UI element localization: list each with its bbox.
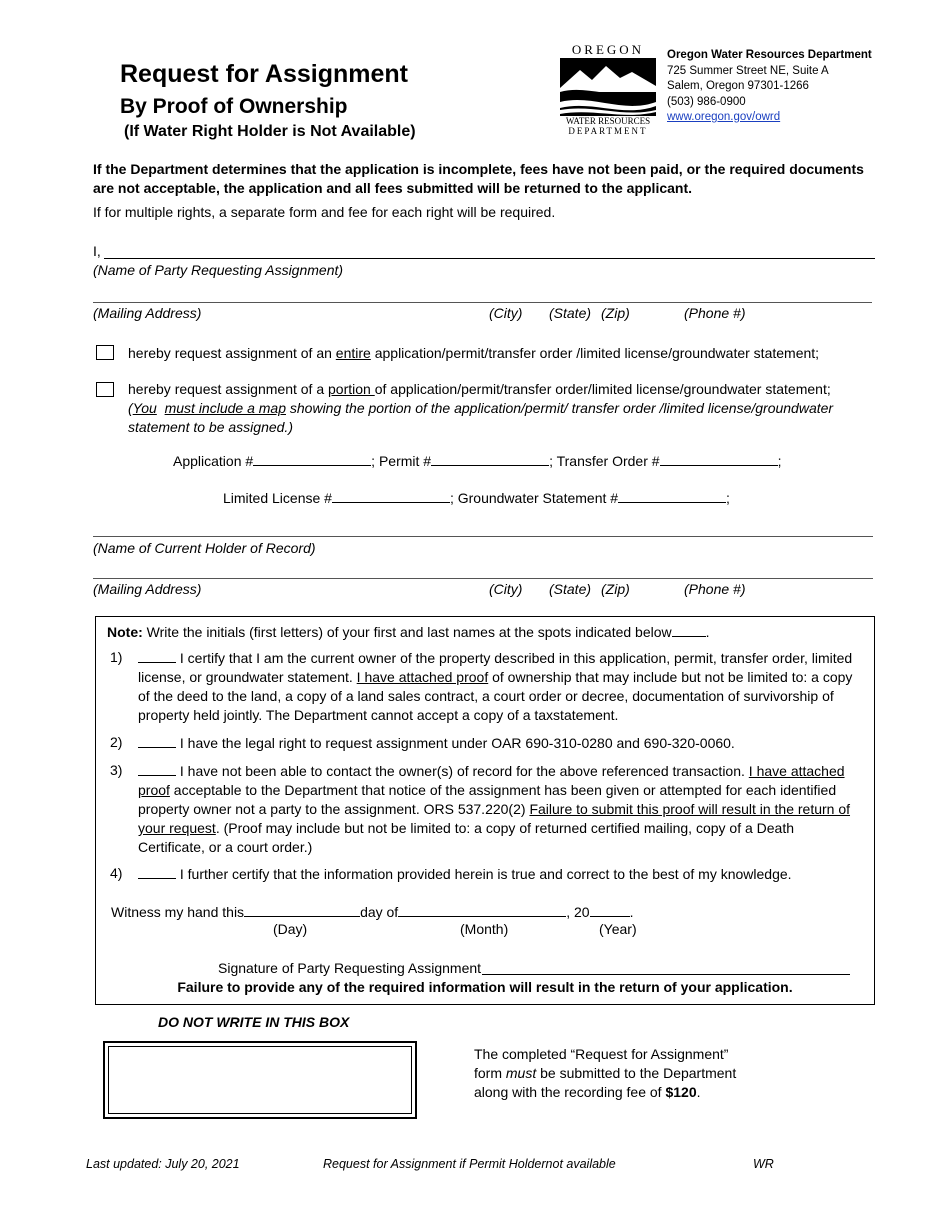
holder-address-field[interactable] [93, 578, 873, 579]
note-end: . [705, 624, 710, 640]
certification-box [95, 616, 875, 1005]
item-2-a: I have the legal right to request assignment under OAR 690-310-0280 and 690-320-0060. [176, 735, 735, 751]
item-4-number: 4) [110, 865, 123, 881]
day-label: (Day) [273, 921, 308, 937]
item-3-u2: Failure to submit this proof will result in the return of your request [138, 801, 851, 836]
party-name-label: (Name of Party Requesting Assignment) [93, 262, 344, 278]
year-label: (Year) [599, 921, 637, 937]
page-note: (If Water Right Holder is Not Available) [124, 123, 416, 140]
application-number-field[interactable] [253, 453, 371, 466]
item-1-u: I have attached proof [356, 669, 489, 685]
agency-address [667, 48, 872, 126]
portion-text-a: hereby request assignment of a [128, 381, 329, 397]
submit-line-1: The completed “Request for Assignment” [474, 1046, 729, 1062]
item-1-text [138, 649, 858, 725]
entire-text-u: entire [335, 345, 371, 361]
entire-text-a: hereby request assignment of an [128, 345, 336, 361]
holder-name-label: (Name of Current Holder of Record) [93, 540, 316, 556]
witness-day-field[interactable] [244, 904, 360, 917]
page-subtitle: By Proof of Ownership [120, 95, 348, 118]
agency-website-link[interactable]: www.oregon.gov/owrd [667, 111, 781, 123]
office-use-label: DO NOT WRITE IN THIS BOX [158, 1014, 350, 1030]
submit-b3: be submitted to the Department [536, 1065, 737, 1081]
note-text: Write the initials (first letters) of your first and last names at the spots indicated below [142, 624, 672, 640]
agency-street: 725 Summer Street NE, Suite A [667, 64, 829, 77]
groundwater-label: ; Groundwater Statement # [449, 490, 619, 506]
holder-city-label: (City) [489, 581, 523, 597]
limited-license-label: Limited License # [223, 490, 332, 506]
party-phone-label: (Phone #) [684, 305, 746, 321]
item-2-text [138, 734, 858, 753]
item-2-initials[interactable] [138, 735, 176, 748]
portion-text-u: portion [328, 381, 375, 397]
witness-end: . [629, 904, 634, 920]
item-3-text [138, 762, 858, 857]
portion-checkbox[interactable] [96, 382, 114, 397]
signature-field[interactable] [482, 974, 850, 975]
application-label: Application # [173, 453, 254, 469]
item-4-text [138, 865, 858, 884]
item-3-number: 3) [110, 762, 123, 778]
party-zip-label: (Zip) [601, 305, 630, 321]
witness-month-field[interactable] [398, 904, 566, 917]
failure-notice: Failure to provide any of the required information will result in the return of your application. [177, 979, 793, 995]
submit-b1: form [474, 1065, 506, 1081]
item-1-b: of ownership that may include but not be limited to: a copy of the deed to the land, a copy of a land sales contract, a court order or decree, documentation of survivorship of property held jointly. The Department cannot accept a copy of a taxstatement. [138, 669, 853, 723]
office-use-inner-box [108, 1046, 412, 1114]
month-label: (Month) [460, 921, 509, 937]
witness-year-field[interactable] [590, 904, 630, 917]
submission-instructions [474, 1045, 736, 1102]
footer-code: WR [753, 1157, 774, 1171]
holder-name-field[interactable] [93, 536, 873, 537]
item-3-b: acceptable to the Department that notice of the assignment has been given or attempted for each identified property owner not a party to the assignment. ORS 537.220(2) [138, 782, 837, 817]
item-2-number: 2) [110, 734, 123, 750]
numbers-row-1 [173, 453, 781, 469]
portion-note-rest: showing the portion of the application/permit/ transfer order /limited license/groundwater statement to be assigned.) [128, 400, 834, 435]
portion-note-map: must include a map [164, 400, 286, 416]
logo-bottom-text-1: WATER RESOURCES [565, 116, 651, 126]
agency-phone: (503) 986-0900 [667, 95, 746, 108]
item-1-a: I certify that I am the current owner of the property described in this application, permit, transfer order, limited license, or groundwater statement. [138, 650, 853, 685]
party-city-label: (City) [489, 305, 523, 321]
entire-checkbox[interactable] [96, 345, 114, 360]
item-3-initials[interactable] [138, 763, 176, 776]
holder-zip-label: (Zip) [601, 581, 630, 597]
mountain-icon [558, 58, 658, 118]
footer-updated: Last updated: July 20, 2021 [86, 1157, 240, 1171]
party-address-label: (Mailing Address) [93, 305, 202, 321]
footer-title: Request for Assignment if Permit Holdernot available [323, 1157, 616, 1171]
logo-top-text: OREGON [571, 42, 645, 57]
day-of-label: day of [360, 904, 399, 920]
holder-state-label: (State) [549, 581, 592, 597]
office-use-box [103, 1041, 417, 1119]
party-state-label: (State) [549, 305, 592, 321]
agency-city: Salem, Oregon 97301-1266 [667, 80, 809, 92]
logo-bottom-text-2: DEPARTMENT [568, 126, 648, 136]
item-1-number: 1) [110, 649, 123, 665]
twenty-label: , 20 [566, 904, 590, 920]
row2-end: ; [726, 490, 730, 506]
holder-address-label: (Mailing Address) [93, 581, 202, 597]
recording-fee: $120 [665, 1084, 697, 1100]
entire-option-text [128, 344, 819, 363]
signature-label: Signature of Party Requesting Assignment [218, 960, 482, 976]
note-label: Note: [107, 624, 143, 640]
item-4-a: I further certify that the information provided herein is true and correct to the best of my knowledge. [176, 866, 792, 882]
party-name-field[interactable] [104, 258, 875, 259]
item-3-u: I have attached proof [138, 763, 845, 798]
transfer-order-label: ; Transfer Order # [549, 453, 660, 469]
transfer-order-field[interactable] [660, 453, 778, 466]
multiple-rights-note: If for multiple rights, a separate form and fee for each right will be required. [93, 204, 556, 220]
permit-number-field[interactable] [431, 453, 549, 466]
incomplete-warning: If the Department determines that the application is incomplete, fees have not been paid, or the required documents are not acceptable, the application and all fees submitted will be returned to the applicant. [93, 161, 864, 196]
holder-phone-label: (Phone #) [684, 581, 746, 597]
page-title: Request for Assignment [120, 60, 409, 88]
row1-end: ; [777, 453, 782, 469]
party-prefix: I, [93, 243, 101, 259]
groundwater-field[interactable] [618, 490, 726, 503]
note-initials-sample[interactable] [672, 624, 706, 637]
party-address-field[interactable] [93, 302, 872, 303]
submit-line-3 [474, 1083, 736, 1102]
item-3-c: . (Proof may include but not be limited to: a copy of returned certified mailing, copy of a Death Certificate, or a court order.) [138, 820, 795, 855]
agency-name: Oregon Water Resources Department [667, 49, 872, 61]
entire-text-b: application/permit/transfer order /limited license/groundwater statement; [370, 345, 820, 361]
submit-c1: along with the recording fee of [474, 1084, 666, 1100]
witness-line [111, 903, 633, 922]
submit-c3: . [696, 1084, 701, 1100]
witness-label: Witness my hand this [111, 904, 245, 920]
item-3-a: I have not been able to contact the owner(s) of record for the above referenced transaction. [176, 763, 749, 779]
submit-b2: must [505, 1065, 537, 1081]
item-4-initials[interactable] [138, 866, 176, 879]
portion-text-b: of application/permit/transfer order/limited license/groundwater statement; [374, 381, 831, 397]
owrd-logo [558, 42, 658, 136]
portion-option-text: hereby request assignment of a portion of application/permit/transfer order/limited license/groundwater statement; (You must include a map showing the portion of the application/permit/ transfer order /limited license/groundwater statement to be assigned.) [128, 381, 834, 435]
initials-note [107, 623, 867, 642]
portion-note-you: You [132, 400, 157, 416]
permit-label: ; Permit # [371, 453, 432, 469]
submit-line-2 [474, 1064, 736, 1083]
item-1-initials[interactable] [138, 650, 176, 663]
limited-license-field[interactable] [332, 490, 450, 503]
numbers-row-2 [223, 490, 730, 506]
